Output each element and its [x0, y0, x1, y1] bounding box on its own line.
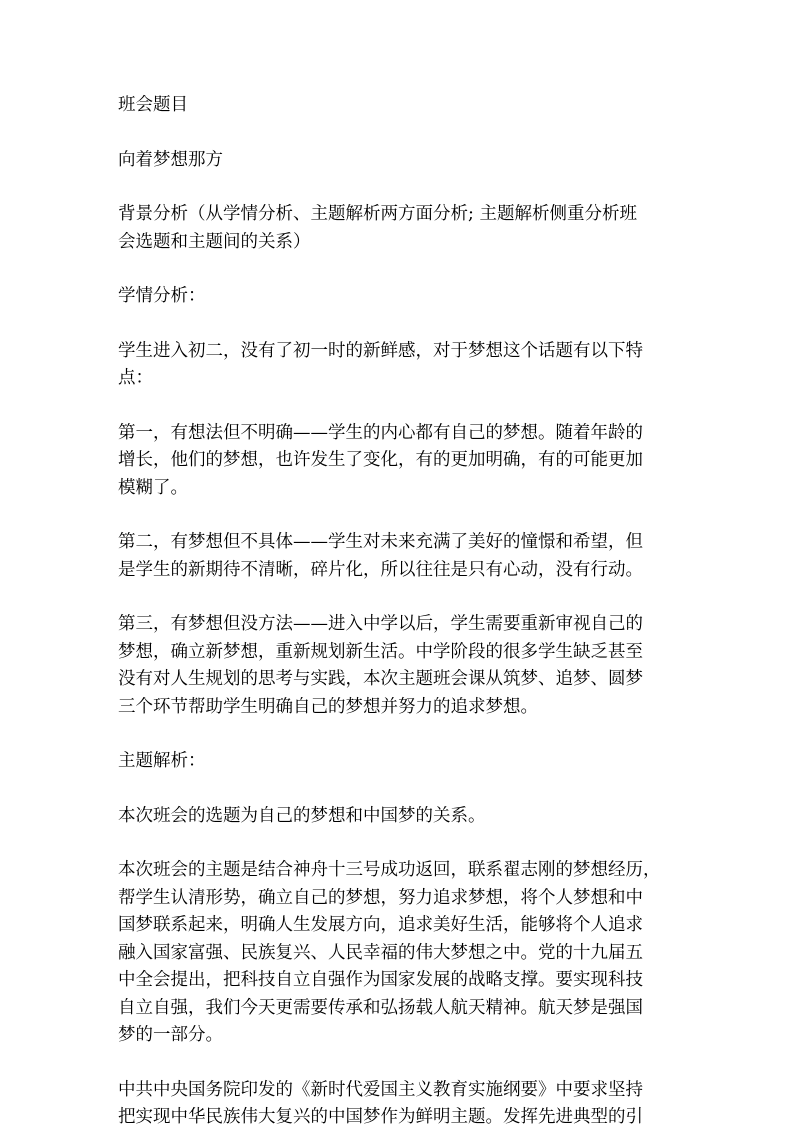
paragraph [118, 803, 682, 831]
text-line: 班会题目 [118, 95, 188, 115]
paragraph [118, 748, 682, 776]
text-line: 向着梦想那方 [118, 149, 223, 170]
paragraph [118, 147, 682, 175]
paragraph [118, 529, 682, 584]
text-line: 点： [118, 368, 153, 388]
paragraph [118, 857, 682, 1050]
text-line: 学生进入初二，没有了初一时的新鲜感，对于梦想这个话题有以下特 [118, 340, 643, 361]
paragraph [118, 420, 682, 503]
document-body [118, 92, 682, 1132]
text-line: 背景分析（从学情分析、主题解析两方面分析; 主题解析侧重分析班 [118, 204, 637, 224]
text-line: 梦的一部分。 [118, 1025, 223, 1045]
text-line: 梦想，确立新梦想，重新规划新生活。中学阶段的很多学生缺乏甚至 [118, 641, 643, 662]
paragraph [118, 201, 682, 256]
text-line: 模糊了。 [118, 477, 188, 498]
text-line: 增长，他们的梦想，也许发生了变化，有的更加明确，有的可能更加 [118, 450, 643, 470]
text-line: 会选题和主题间的关系） [118, 231, 311, 252]
paragraph [118, 92, 682, 120]
paragraph [118, 1077, 682, 1132]
paragraph [118, 338, 682, 393]
text-line: 学情分析： [118, 286, 206, 306]
text-line: 主题解析： [118, 751, 206, 771]
text-line: 第三，有梦想但没方法——进入中学以后，学生需要重新审视自己的 [118, 614, 643, 634]
paragraph [118, 283, 682, 311]
text-line: 融入国家富强、民族复兴、人民幸福的伟大梦想之中。党的十九届五 [118, 942, 643, 963]
text-line: 中共中央国务院印发的《新时代爱国主义教育实施纲要》中要求坚持 [118, 1079, 643, 1100]
text-line: 中全会提出，把科技自立自强作为国家发展的战略支撑。要实现科技 [118, 970, 643, 990]
text-line: 本次班会的主题是结合神舟十三号成功返回，联系翟志刚的梦想经历， [118, 860, 661, 880]
text-line: 帮学生认清形势，确立自己的梦想，努力追求梦想，将个人梦想和中 [118, 887, 643, 908]
text-line: 三个环节帮助学生明确自己的梦想并努力的追求梦想。 [118, 696, 538, 717]
text-line: 本次班会的选题为自己的梦想和中国梦的关系。 [118, 805, 486, 826]
text-line: 把实现中华民族伟大复兴的中国梦作为鲜明主题。发挥先进典型的引 [118, 1107, 643, 1127]
text-line: 国梦联系起来，明确人生发展方向，追求美好生活，能够将个人追求 [118, 915, 643, 935]
paragraph [118, 611, 682, 721]
text-line: 是学生的新期待不清晰，碎片化，所以往往是只有心动，没有行动。 [118, 559, 643, 580]
text-line: 第一，有想法但不明确——学生的内心都有自己的梦想。随着年龄的 [118, 422, 643, 443]
text-line: 没有对人生规划的思考与实践，本次主题班会课从筑梦、追梦、圆梦 [118, 669, 643, 689]
text-line: 第二，有梦想但不具体——学生对未来充满了美好的憧憬和希望，但 [118, 532, 643, 552]
text-line: 自立自强，我们今天更需要传承和弘扬载人航天精神。航天梦是强国 [118, 997, 643, 1018]
